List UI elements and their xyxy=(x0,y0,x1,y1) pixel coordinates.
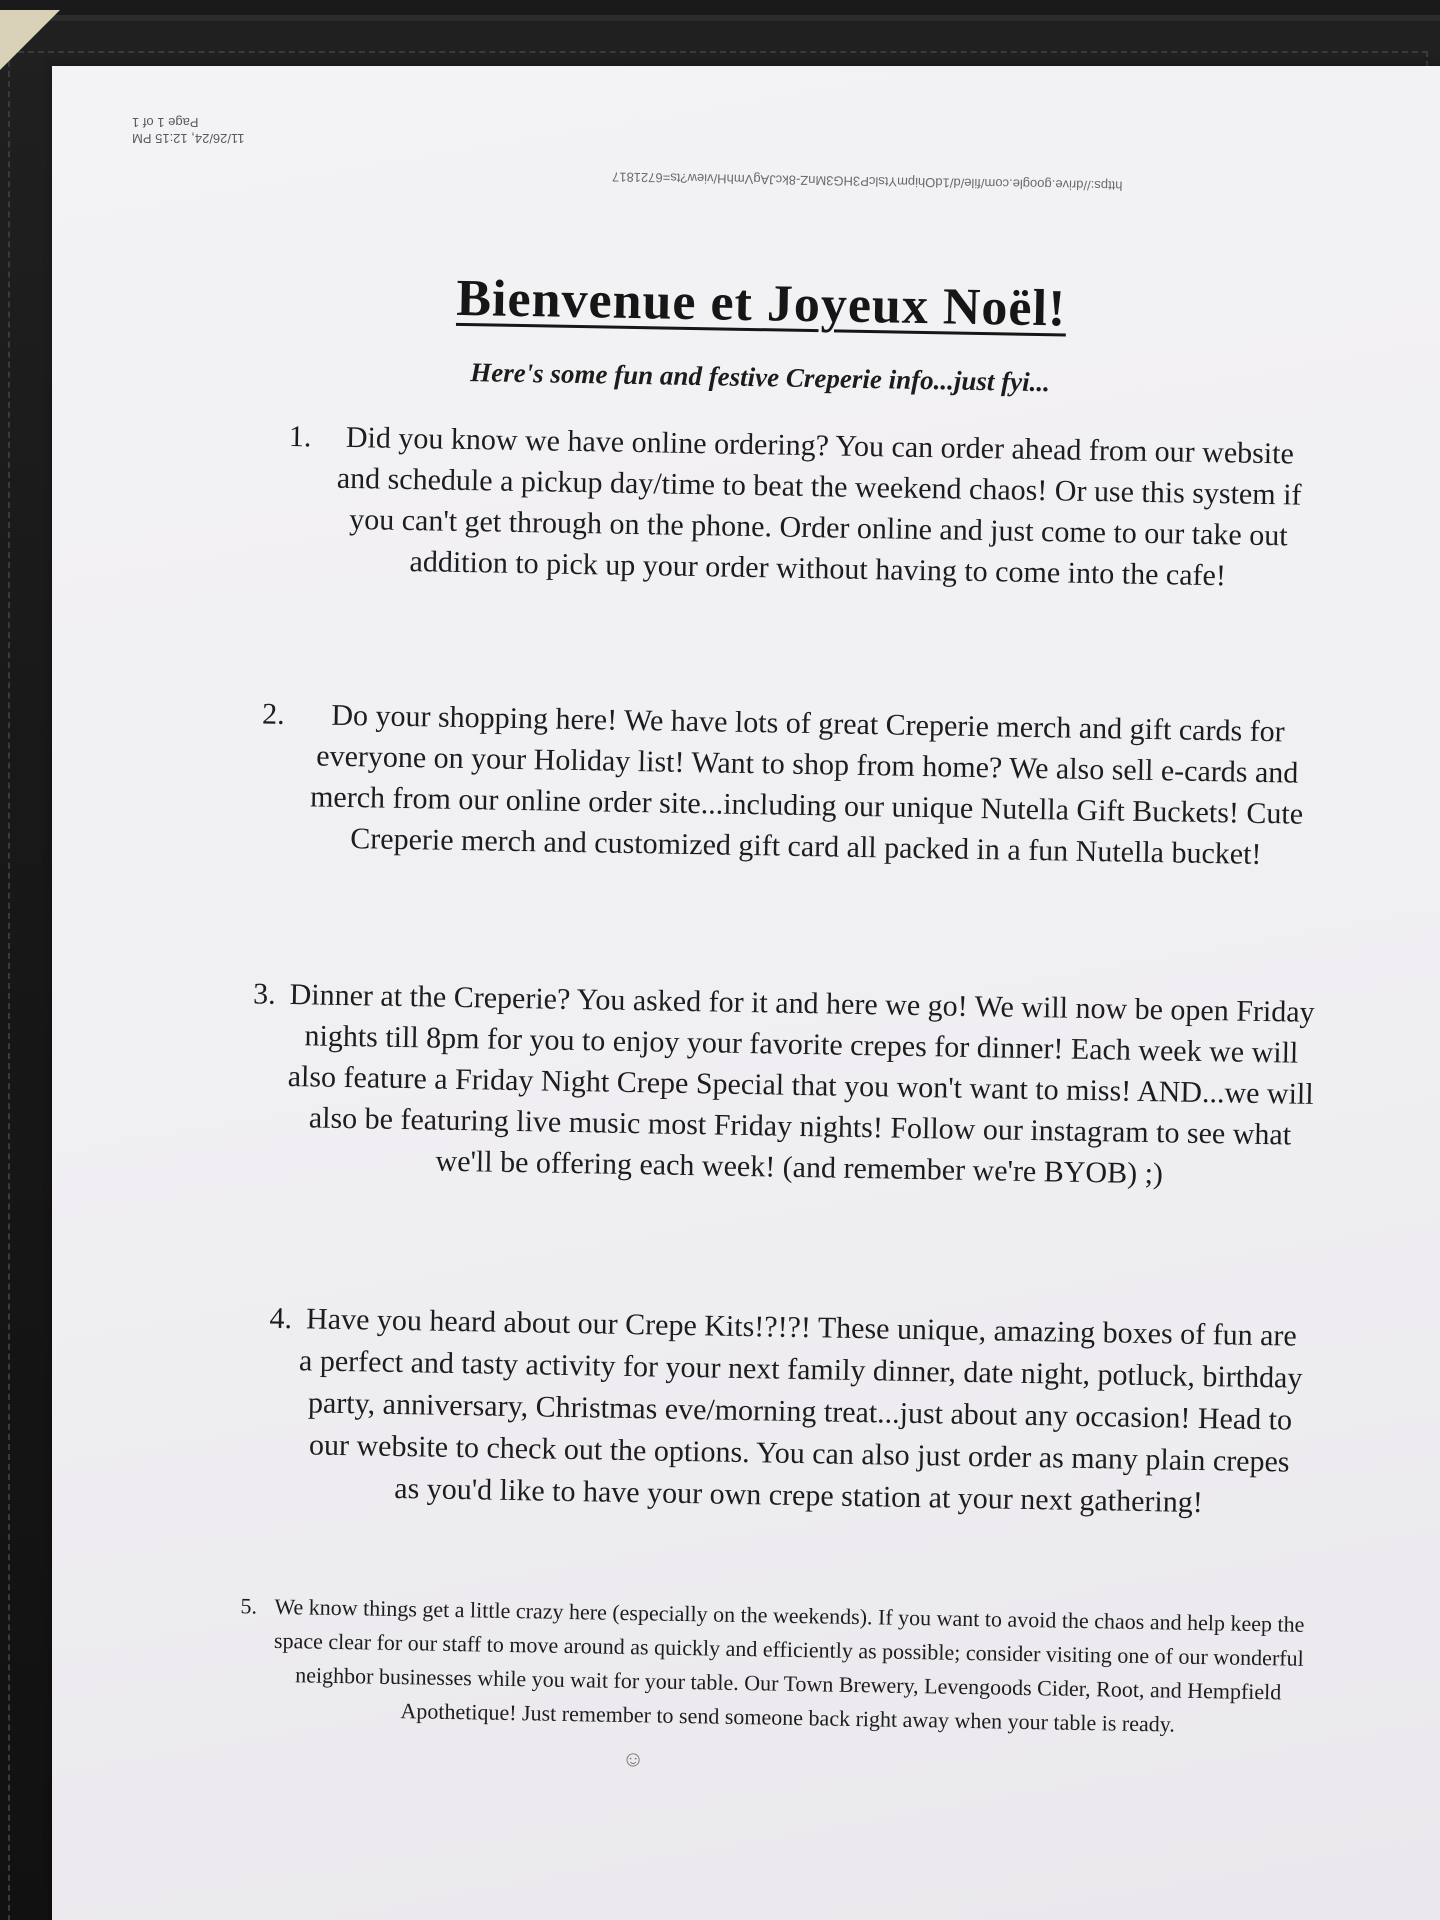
print-datetime: 11/26/24, 12:15 PM xyxy=(132,131,245,146)
list-item xyxy=(286,416,1319,598)
list-item-text: Dinner at the Creperie? You asked for it and here we go! We will now be open Friday nights till 8pm for you to enjoy your favorite crepes for dinner! Each week we will also feature a Friday Night Crepe Special that you won't want to miss! AND...we will also be featuring live music most Friday nights! Follow our instagram to see what we'll be offering each week! (and remember we're BYOB) ;) xyxy=(287,978,1315,1191)
list-item-number: 4. xyxy=(269,1301,293,1336)
list-item-text: Have you heard about our Crepe Kits!?!?! These unique, amazing boxes of fun are a perfect and tasty activity for your next family dinner, date night, potluck, birthday party, anniversary, Christmas eve/morning treat...just about any occasion! Head to our website to check out the options. You can also just order as many plain crepes as you'd like to have your own crepe station at your next gathering! xyxy=(298,1302,1303,1520)
list-item-number: 5. xyxy=(240,1593,258,1619)
page-title: Bienvenue et Joyeux Noël! xyxy=(455,269,1067,338)
printed-page xyxy=(52,66,1440,1920)
page-subtitle: Here's some fun and festive Creperie info...just fyi... xyxy=(469,357,1051,398)
list-item-number: 2. xyxy=(261,697,285,731)
smiley-icon: ☺ xyxy=(621,1745,645,1772)
list-item xyxy=(238,1589,1306,1744)
list-item-number: 1. xyxy=(288,419,312,454)
list-item xyxy=(266,1298,1304,1526)
print-header xyxy=(132,114,245,146)
list-item-text: Do your shopping here! We have lots of great Creperie merch and gift cards for everyone on your Holiday list! Want to shop from home? We also sell e-cards and merch from our online order site...including our unique Nutella Gift Buckets! Cute Creperie merch and customized gift card all packed in a fun Nutella bucket! xyxy=(309,698,1304,871)
list-item xyxy=(250,973,1317,1197)
corner-protector-top-left xyxy=(0,10,60,70)
list-item-text: Did you know we have online ordering? You can order ahead from our website and schedule a pickup day/time to beat the weekend chaos! Or use this system if you can't get through on the phone. Order online and just come to our take out addition to pick up your order without having to come into the cafe! xyxy=(336,420,1302,593)
list-item-number: 3. xyxy=(252,977,277,1011)
list-item-text: We know things get a little crazy here (especially on the weekends). If you want to avoid the chaos and help keep the space clear for our staff to move around as quickly and efficiently as possible; consider visiting one of our wonderful neighbor businesses while you wait for your table. Our Town Brewery, Levengoods Cider, Root, and Hempfield Apothetique! Just remember to send someone back right away when your table is ready. xyxy=(273,1593,1305,1737)
print-page-count: Page 1 of 1 xyxy=(132,115,199,130)
print-url: https://drive.google.com/file/d/1dOhipmYtslcP3HG3MnZ-8kcJAgVmhH/view?ts=6721817 xyxy=(611,169,1123,194)
list-item xyxy=(260,694,1323,876)
